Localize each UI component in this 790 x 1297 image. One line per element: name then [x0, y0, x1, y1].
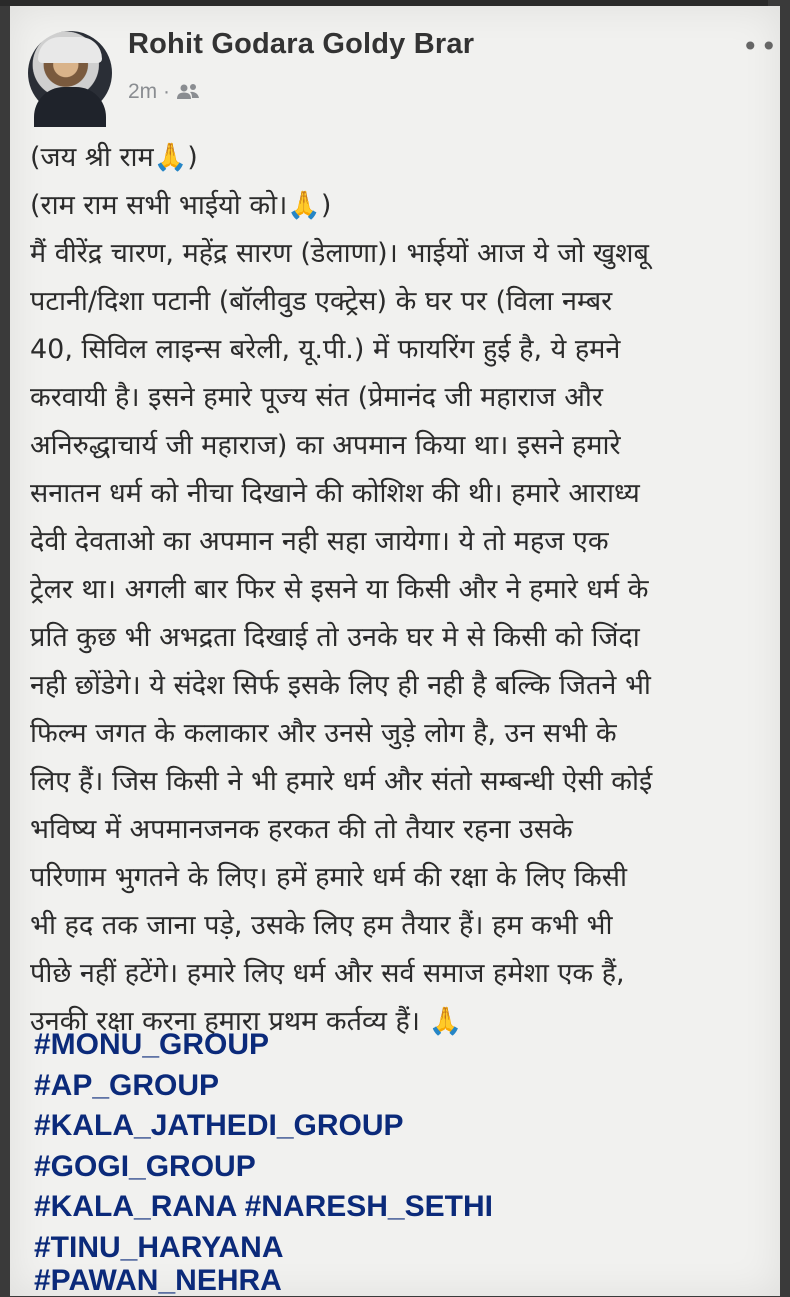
hashtag-link[interactable]: #TINU_HARYANA — [34, 1230, 284, 1264]
friends-icon — [176, 82, 200, 102]
more-options-icon[interactable]: •• — [742, 30, 780, 63]
avatar-body — [34, 87, 106, 127]
post-text-line: पीछे नहीं हटेंगे। हमारे लिए धर्म और सर्व समाज हमेशा एक हैं, — [30, 958, 625, 989]
avatar-cap — [38, 37, 102, 63]
post-text-line: पटानी/दिशा पटानी (बॉलीवुड एक्ट्रेस) के घर पर (विला नम्बर — [30, 286, 613, 317]
post-text-line: अनिरुद्धाचार्य जी महाराज) का अपमान किया था। इसने हमारे — [30, 430, 621, 461]
hashtag-link[interactable]: #AP_GROUP — [34, 1068, 220, 1102]
avatar[interactable] — [28, 31, 112, 115]
hashtag-link[interactable]: #KALA_JATHEDI_GROUP — [34, 1109, 404, 1142]
post-text-line: लिए हैं। जिस किसी ने भी हमारे धर्म और संतो सम्बन्धी ऐसी कोई — [30, 766, 653, 797]
post-text-line: नही छोंडेगे। ये संदेश सिर्फ इसके लिए ही नही है बल्कि जितने भी — [30, 670, 651, 701]
post-text-line: ट्रेलर था। अगली बार फिर से इसने या किसी और ने हमारे धर्म के — [30, 574, 649, 605]
hashtag-link[interactable]: #KALA_RANA #NARESH_SETHI — [34, 1190, 493, 1223]
post-text-line: फिल्म जगत के कलाकार और उनसे जुड़े लोग है, उन सभी के — [30, 718, 617, 749]
post-body — [30, 134, 790, 1046]
post-text-line: सनातन धर्म को नीचा दिखाने की कोशिश की थी। हमारे आराध्य — [30, 478, 640, 509]
post-text-line: भी हद तक जाना पड़े, उसके लिए हम तैयार हैं। हम कभी भी — [30, 910, 613, 941]
post-text-line: देवी देवताओ का अपमान नही सहा जायेगा। ये तो महज एक — [30, 526, 609, 557]
post-text-line: मैं वीरेंद्र चारण, महेंद्र सारण (डेलाणा)। भाईयों आज ये जो खुशबू — [30, 238, 649, 269]
post-timestamp[interactable]: 2m · — [128, 80, 170, 103]
post-text-line: प्रति कुछ भी अभद्रता दिखाई तो उनके घर मे से किसी को जिंदा — [30, 622, 640, 653]
post-text-line: परिणाम भुगतने के लिए। हमें हमारे धर्म की रक्षा के लिए किसी — [30, 862, 628, 893]
post-text-line: भविष्य में अपमानजनक हरकत की तो तैयार रहना उसके — [30, 814, 573, 845]
hashtag-partial-text[interactable]: #PAWAN_NEHRA — [34, 1264, 282, 1297]
post-text-line: (राम राम सभी भाईयो को।🙏) — [30, 190, 332, 221]
post-text-line: 40, सिविल लाइन्स बरेली, यू.पी.) में फायरिंग हुई है, ये हमने — [30, 334, 621, 365]
post-text-line: (जय श्री राम🙏) — [30, 142, 198, 173]
hashtag-link[interactable]: #MONU_GROUP — [34, 1028, 270, 1061]
hashtag-partial[interactable] — [34, 1264, 282, 1297]
post-text-line: उनकी रक्षा करना हमारा प्रथम कर्तव्य हैं। 🙏 — [30, 1006, 463, 1037]
post-author-name[interactable]: Rohit Godara Goldy Brar — [128, 28, 475, 60]
hashtag-list — [34, 1025, 493, 1268]
hashtag-link[interactable]: #GOGI_GROUP — [34, 1149, 256, 1183]
post-meta — [128, 80, 200, 104]
post-text-line: करवायी है। इसने हमारे पूज्य संत (प्रेमानंद जी महाराज और — [30, 382, 603, 413]
